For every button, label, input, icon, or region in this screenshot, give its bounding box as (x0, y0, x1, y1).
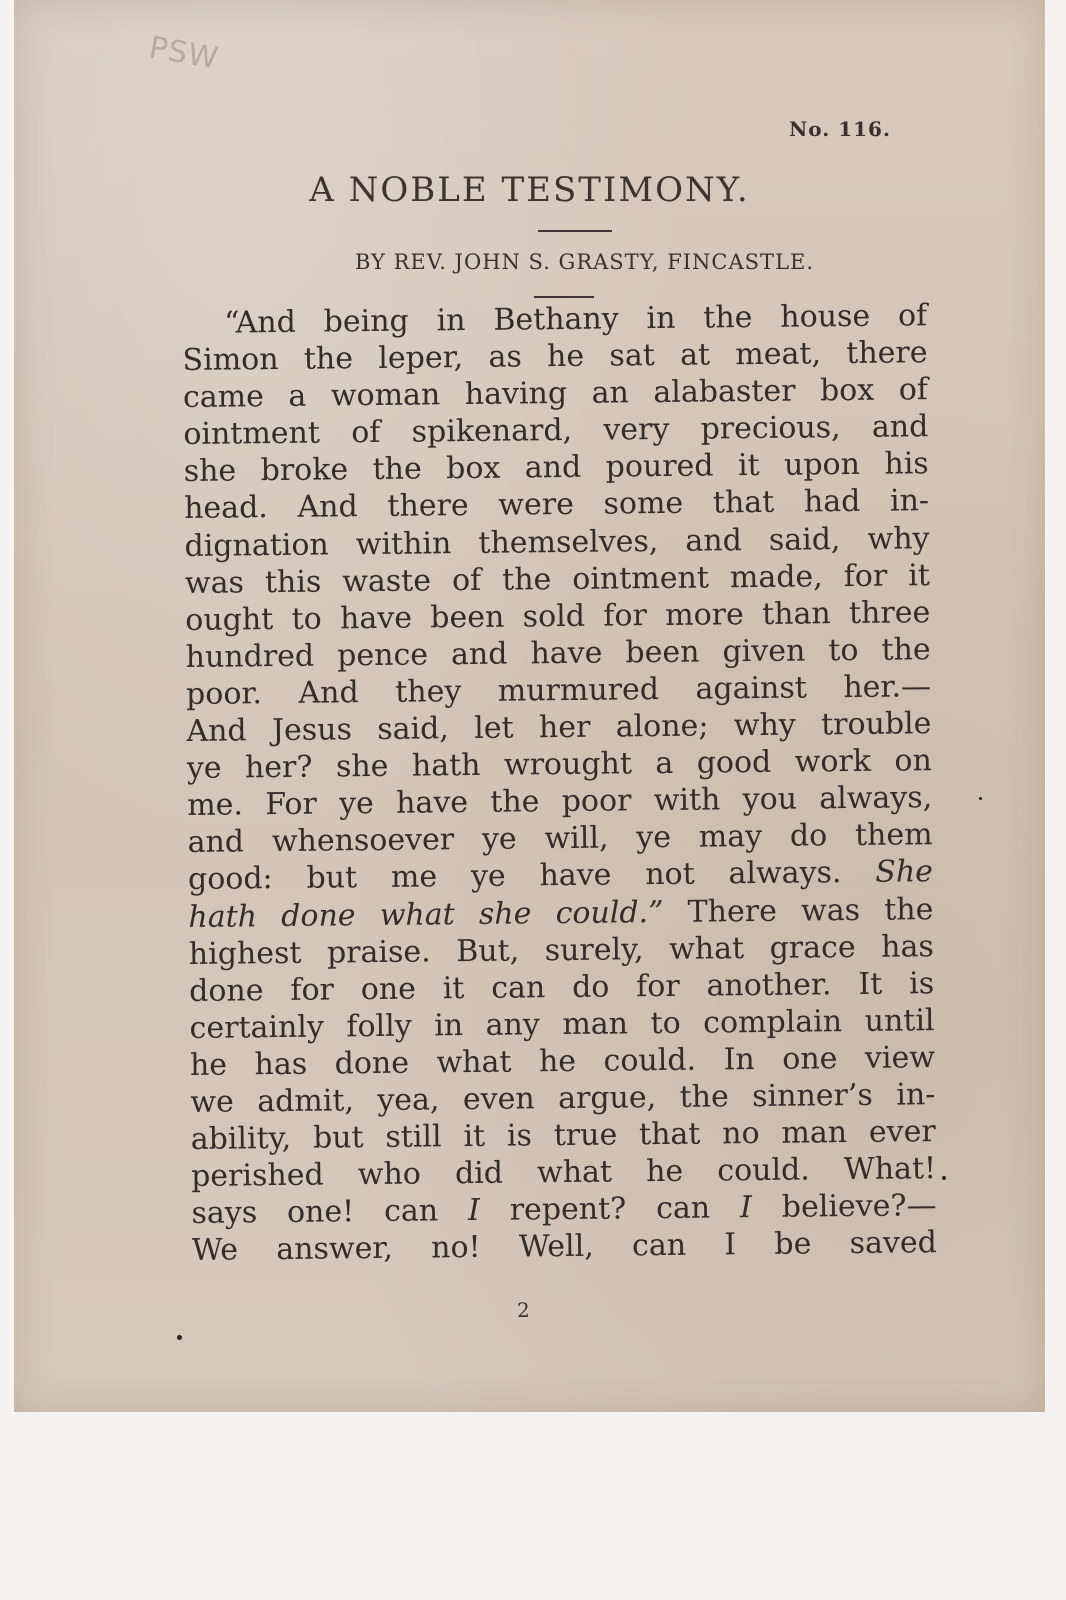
text-line: came a woman having an alabaster box of (182, 372, 929, 416)
text-segment: good: but me ye have not always. (187, 855, 842, 898)
text-line: And Jesus said, let her alone; why trouble (186, 706, 932, 750)
text-line: ointment of spikenard, very precious, and (183, 409, 929, 453)
text-line: me. For ye have the poor with you always, (187, 780, 933, 824)
text-line: ought to have been sold for more than three (185, 594, 931, 638)
italic-text: hath done what she could.” (188, 894, 664, 935)
ink-speck (979, 797, 982, 800)
text-line: head. And there were some that had in- (183, 483, 930, 527)
text-line: dignation within themselves, and said, why (184, 520, 930, 564)
text-line: ye her? she hath wrought a good work on (186, 743, 932, 787)
text-line: was this waste of the ointment made, for it (184, 557, 931, 601)
text-line: he has done what he could. In one view (189, 1040, 936, 1083)
italic-text: She (875, 854, 934, 891)
text-line: done for one it can do for another. It is (189, 965, 935, 1009)
text-line: she broke the box and poured it upon his (183, 446, 929, 490)
tract-number: No. 116. (789, 117, 891, 141)
italic-text: I (467, 1193, 481, 1229)
pencil-annotation: PSW (146, 30, 222, 77)
text-segment: believe?— (781, 1188, 937, 1226)
ink-speck (177, 1335, 182, 1340)
document-page (14, 0, 1045, 1412)
page-number: 2 (517, 1298, 530, 1322)
text-line: certainly folly in any man to complain until (189, 1002, 935, 1046)
text-line: Simon the leper, as he sat at meat, there (182, 335, 928, 379)
text-line: hundred pence and have been given to the (185, 632, 931, 675)
title-divider (538, 230, 612, 232)
italic-text: I (739, 1190, 753, 1226)
text-line: ability, but still it is true that no man ever (190, 1114, 936, 1158)
text-line: and whensoever ye will, ye may do them (187, 817, 933, 861)
text-segment: says one! can (191, 1193, 439, 1232)
text-line: highest praise. But, surely, what grace has (188, 928, 934, 972)
text-line: perished who did what he could. What! (190, 1151, 937, 1195)
body-text (182, 297, 937, 1269)
ink-speck (942, 1176, 946, 1180)
text-line: We answer, no! Well, can I be saved (191, 1225, 938, 1269)
text-segment: repent? can (509, 1190, 711, 1228)
text-line: poor. And they murmured against her.— (185, 669, 932, 712)
byline: BY REV. JOHN S. GRASTY, FINCASTLE. (354, 250, 815, 274)
text-line: “And being in Bethany in the house of (224, 298, 928, 341)
byline-divider (534, 296, 594, 298)
text-line: we admit, yea, even argue, the sinner’s in- (190, 1077, 936, 1120)
text-segment: There was the (687, 891, 934, 930)
page-title: A NOBLE TESTIMONY. (309, 170, 750, 210)
